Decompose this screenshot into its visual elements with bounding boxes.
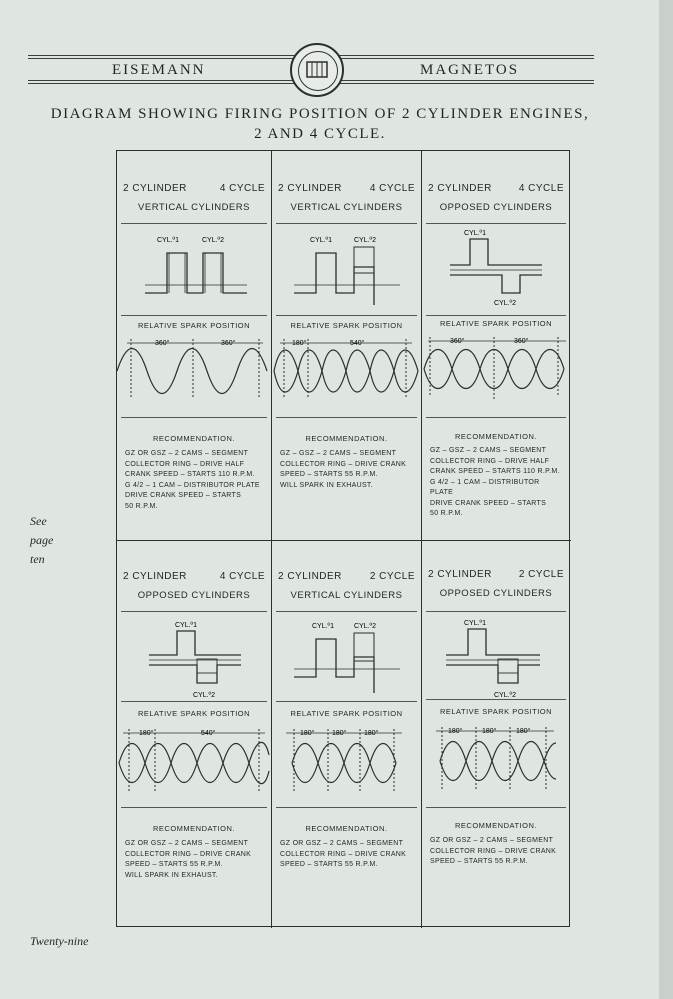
- cell-2cyl-4cycle-opposed-360: [422, 151, 570, 540]
- svg-text:180°: 180°: [292, 340, 307, 347]
- separator: [121, 417, 267, 418]
- cylinder-count: 2 CYLINDER: [123, 183, 187, 194]
- cylinder-arrangement: OPPOSED CYLINDERS: [439, 588, 553, 599]
- title-line-2: 2 AND 4 CYCLE.: [254, 126, 386, 142]
- side-note-see: See: [30, 514, 47, 528]
- svg-text:180°: 180°: [482, 728, 497, 735]
- recommendation-heading: RECOMMENDATION.: [153, 824, 235, 833]
- svg-text:360°: 360°: [450, 338, 465, 345]
- cylinder-vertical-diagram: [272, 617, 421, 701]
- cylinder-opposed-diagram: [422, 615, 570, 699]
- svg-text:CYL.º1: CYL.º1: [157, 237, 180, 244]
- recommendation-text: GZ – GSZ – 2 CAMS – SEGMENT COLLECTOR RING – DRIVE CRANK SPEED – STARTS 55 R.P.M. WILL SPARK IN EXHAUST.: [280, 450, 407, 489]
- separator: [276, 701, 417, 702]
- separator: [426, 417, 566, 418]
- cylinder-count: 2 CYLINDER: [123, 571, 187, 582]
- separator: [121, 223, 267, 224]
- separator: [121, 315, 267, 316]
- cell-2cyl-4cycle-vertical-360: [117, 151, 271, 540]
- cell-2cyl-2cycle-vertical: [272, 541, 421, 927]
- svg-text:CYL.º1: CYL.º1: [175, 622, 198, 629]
- cycle-type: 2 CYCLE: [518, 569, 564, 580]
- spark-position-label: RELATIVE SPARK POSITION: [137, 709, 251, 718]
- separator: [426, 315, 566, 316]
- cylinder-arrangement: OPPOSED CYLINDERS: [137, 590, 251, 601]
- cylinder-count: 2 CYLINDER: [278, 571, 342, 582]
- svg-text:360°: 360°: [221, 340, 236, 347]
- cell-heading: [123, 183, 265, 213]
- side-note-ten: ten: [30, 552, 45, 566]
- cell-heading: [123, 571, 265, 601]
- spark-wave-plot: [272, 723, 421, 799]
- spark-wave-plot: [422, 721, 570, 797]
- cell-heading: [428, 183, 564, 213]
- cycle-type: 4 CYCLE: [219, 183, 265, 194]
- cylinder-vertical-diagram: [117, 231, 271, 311]
- cell-2cyl-2cycle-opposed: [422, 541, 570, 927]
- svg-text:CYL.º2: CYL.º2: [494, 300, 517, 307]
- spark-position-label: RELATIVE SPARK POSITION: [290, 321, 403, 330]
- svg-text:CYL.º1: CYL.º1: [464, 620, 487, 627]
- header-product: MAGNETOS: [420, 62, 520, 78]
- spark-wave-plot: [117, 723, 271, 799]
- firing-diagram-grid: [116, 150, 570, 927]
- svg-text:CYL.º2: CYL.º2: [354, 237, 377, 244]
- cycle-type: 4 CYCLE: [518, 183, 564, 194]
- cylinder-vertical-diagram: [272, 231, 421, 311]
- spark-wave-plot: [117, 333, 271, 405]
- svg-text:180°: 180°: [300, 730, 315, 737]
- svg-text:CYL.º1: CYL.º1: [464, 230, 487, 237]
- svg-text:540°: 540°: [201, 730, 216, 737]
- separator: [426, 223, 566, 224]
- svg-text:CYL.º1: CYL.º1: [310, 237, 333, 244]
- cycle-type: 4 CYCLE: [369, 183, 415, 194]
- svg-text:180°: 180°: [332, 730, 347, 737]
- spark-position-label: RELATIVE SPARK POSITION: [439, 319, 553, 328]
- page-edge: [659, 0, 673, 999]
- separator: [426, 611, 566, 612]
- cell-heading: [278, 571, 415, 601]
- recommendation-text: GZ – GSZ – 2 CAMS – SEGMENT COLLECTOR RING – DRIVE HALF CRANK SPEED – STARTS 110 R.P.M. G 4/2 – 1 CAM – DISTRIBUTOR PLATE DRIVE CRANK SPEED – STARTS 50 R.P.M.: [430, 447, 560, 517]
- cell-2cyl-4cycle-vertical-180-540: [272, 151, 421, 540]
- cycle-type: 4 CYCLE: [219, 571, 265, 582]
- spark-wave-plot: [272, 333, 421, 405]
- svg-text:180°: 180°: [448, 728, 463, 735]
- svg-text:CYL.º2: CYL.º2: [354, 623, 377, 630]
- separator: [426, 807, 566, 808]
- separator: [276, 223, 417, 224]
- separator: [426, 699, 566, 700]
- separator: [276, 315, 417, 316]
- spark-position-label: RELATIVE SPARK POSITION: [290, 709, 403, 718]
- recommendation-text: GZ OR GSZ – 2 CAMS – SEGMENT COLLECTOR RING – DRIVE CRANK SPEED – STARTS 55 R.P.M.: [280, 840, 407, 868]
- recommendation-text: GZ OR GSZ – 2 CAMS – SEGMENT COLLECTOR RING – DRIVE CRANK SPEED – STARTS 55 R.P.M. WILL SPARK IN EXHAUST.: [125, 840, 252, 879]
- svg-text:CYL.º2: CYL.º2: [193, 692, 216, 699]
- spark-position-label: RELATIVE SPARK POSITION: [439, 707, 553, 716]
- separator: [121, 611, 267, 612]
- cell-heading: [428, 569, 564, 599]
- svg-text:360°: 360°: [155, 340, 170, 347]
- cylinder-arrangement: OPPOSED CYLINDERS: [439, 202, 553, 213]
- separator: [121, 701, 267, 702]
- recommendation-heading: RECOMMENDATION.: [455, 821, 537, 830]
- cylinder-arrangement: VERTICAL CYLINDERS: [138, 202, 250, 213]
- cycle-type: 2 CYCLE: [369, 571, 415, 582]
- cylinder-opposed-diagram: [117, 615, 271, 699]
- recommendation-heading: RECOMMENDATION.: [305, 434, 388, 443]
- page-number-footer: Twenty-nine: [30, 934, 89, 948]
- page-title: [30, 104, 610, 144]
- spark-position-label: RELATIVE SPARK POSITION: [137, 321, 251, 330]
- recommendation-heading: RECOMMENDATION.: [153, 434, 235, 443]
- svg-text:180°: 180°: [139, 730, 154, 737]
- eisemann-logo-emblem: [290, 43, 344, 97]
- separator: [121, 807, 267, 808]
- spark-wave-plot: [422, 331, 570, 407]
- side-note-page: page: [30, 533, 54, 547]
- recommendation-text: GZ OR GSZ – 2 CAMS – SEGMENT COLLECTOR RING – DRIVE HALF CRANK SPEED – STARTS 110 R.P.M. G 4/2 – 1 CAM – DISTRIBUTOR PLATE DRIVE CRANK SPEED – STARTS 50 R.P.M.: [125, 450, 260, 510]
- svg-text:540°: 540°: [350, 340, 365, 347]
- cell-heading: [278, 183, 415, 213]
- cylinder-arrangement: VERTICAL CYLINDERS: [290, 202, 403, 213]
- svg-text:360°: 360°: [514, 338, 529, 345]
- svg-text:CYL.º2: CYL.º2: [494, 692, 517, 699]
- recommendation-text: GZ OR GSZ – 2 CAMS – SEGMENT COLLECTOR RING – DRIVE CRANK SPEED – STARTS 55 R.P.M.: [430, 837, 557, 865]
- cylinder-count: 2 CYLINDER: [428, 569, 492, 580]
- cylinder-count: 2 CYLINDER: [278, 183, 342, 194]
- cylinder-count: 2 CYLINDER: [428, 183, 492, 194]
- cell-2cyl-4cycle-opposed-180-540: [117, 541, 271, 927]
- cylinder-opposed-diagram: [422, 225, 570, 307]
- title-line-1: DIAGRAM SHOWING FIRING POSITION OF 2 CYLINDER ENGINES,: [50, 106, 590, 122]
- recommendation-heading: RECOMMENDATION.: [455, 432, 537, 441]
- separator: [276, 807, 417, 808]
- svg-text:CYL.º1: CYL.º1: [312, 623, 335, 630]
- header-brand: EISEMANN: [112, 62, 206, 78]
- svg-text:CYL.º2: CYL.º2: [202, 237, 225, 244]
- svg-text:180°: 180°: [516, 728, 531, 735]
- cylinder-arrangement: VERTICAL CYLINDERS: [290, 590, 403, 601]
- separator: [276, 417, 417, 418]
- separator: [276, 611, 417, 612]
- recommendation-heading: RECOMMENDATION.: [305, 824, 388, 833]
- svg-text:180°: 180°: [364, 730, 379, 737]
